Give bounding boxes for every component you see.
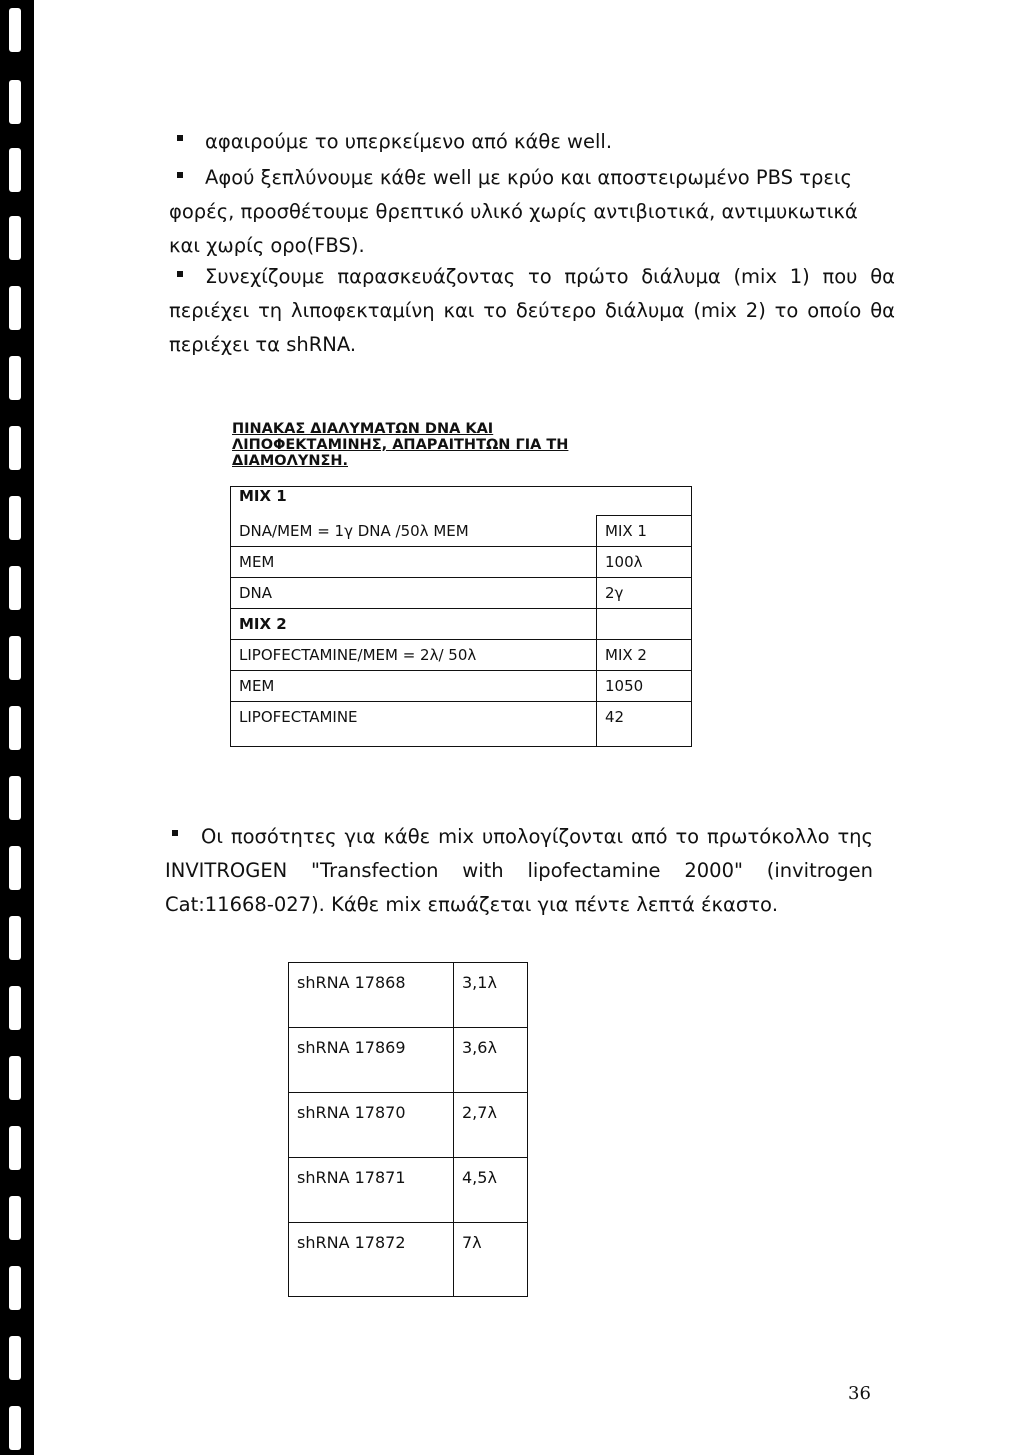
strip-hole xyxy=(9,356,21,400)
strip-hole xyxy=(9,916,21,960)
shrna-volume: 2,7λ xyxy=(454,1093,528,1158)
strip-hole xyxy=(9,286,21,330)
strip-hole xyxy=(9,496,21,540)
table-row xyxy=(231,702,692,747)
table-cell-label: LIPOFECTAMINE xyxy=(231,702,597,747)
paragraph-1: αφαιρούμε το υπερκείμενο από κάθε well. xyxy=(205,130,613,153)
page-number: 36 xyxy=(848,1383,871,1404)
table-row xyxy=(231,487,692,516)
table-cell-value: 42 xyxy=(597,702,692,747)
strip-hole xyxy=(9,1126,21,1170)
table-row xyxy=(231,578,692,609)
strip-hole xyxy=(9,1266,21,1310)
shrna-name: shRNA 17870 xyxy=(289,1093,454,1158)
table-cell-value: 1050 xyxy=(597,671,692,702)
strip-hole xyxy=(9,566,21,610)
table-row xyxy=(231,609,692,640)
paragraph-2: Αφού ξεπλύνουμε κάθε well με κρύο και αποστειρωμένο PBS τρεις φορές, προσθέτουμε θρεπτικό υλικό χωρίς αντιβιοτικά, αντιμυκωτικά και χωρίς ορο(FBS). xyxy=(169,166,858,257)
paragraph-3: Συνεχίζουμε παρασκευάζοντας το πρώτο διάλυμα (mix 1) που θα περιέχει τη λιποφεκταμίνη και το δεύτερο διάλυμα (mix 2) το οποίο θα περιέχει τα shRNA. xyxy=(169,265,895,356)
table-cell-value: 2γ xyxy=(597,578,692,609)
shrna-volume: 7λ xyxy=(454,1223,528,1297)
strip-hole xyxy=(9,80,21,124)
strip-hole xyxy=(9,426,21,470)
shrna-name: shRNA 17868 xyxy=(289,963,454,1028)
strip-hole xyxy=(9,1336,21,1380)
film-strip-edge xyxy=(0,0,34,1455)
table-row xyxy=(231,516,692,547)
table-row xyxy=(231,671,692,702)
table-row xyxy=(289,1223,528,1297)
table-cell-label: DNA xyxy=(231,578,597,609)
strip-hole xyxy=(9,148,21,192)
table-cell-value: MIX 1 xyxy=(597,516,692,547)
strip-hole xyxy=(9,776,21,820)
shrna-volume: 3,6λ xyxy=(454,1028,528,1093)
table-cell-label: MEM xyxy=(231,547,597,578)
strip-hole xyxy=(9,636,21,680)
shrna-table xyxy=(288,962,528,1297)
table-cell-value xyxy=(597,609,692,640)
shrna-name: shRNA 17872 xyxy=(289,1223,454,1297)
shrna-volume: 3,1λ xyxy=(454,963,528,1028)
shrna-name: shRNA 17869 xyxy=(289,1028,454,1093)
strip-hole xyxy=(9,8,21,52)
strip-hole xyxy=(9,986,21,1030)
table-row xyxy=(231,640,692,671)
table-row xyxy=(289,1158,528,1223)
strip-hole xyxy=(9,706,21,750)
shrna-volume: 4,5λ xyxy=(454,1158,528,1223)
table-heading: ΠΙΝΑΚΑΣ ΔΙΑΛΥΜΑΤΩΝ DNA ΚΑΙ ΛΙΠΟΦΕΚΤΑΜΙΝΗΣ, ΑΠΑΡΑΙΤΗΤΩΝ ΓΙΑ ΤΗ ΔΙΑΜΟΛΥΝΣΗ. xyxy=(232,421,569,469)
bullet-marker xyxy=(177,135,183,141)
table-cell-value: 100λ xyxy=(597,547,692,578)
table-cell-label: MIX 2 xyxy=(231,609,597,640)
strip-hole xyxy=(9,1056,21,1100)
strip-hole xyxy=(9,1196,21,1240)
table-row xyxy=(289,963,528,1028)
paragraph-4: Οι ποσότητες για κάθε mix υπολογίζονται από το πρωτόκολλο της INVITROGEN "Transfection with lipofectamine 2000" (invitrogen Cat:11668-027). Κάθε mix επωάζεται για πέντε λεπτά έκαστο. xyxy=(165,825,873,916)
table-cell-label: MEM xyxy=(231,671,597,702)
shrna-name: shRNA 17871 xyxy=(289,1158,454,1223)
table-row xyxy=(289,1093,528,1158)
strip-hole xyxy=(9,846,21,890)
table-row xyxy=(289,1028,528,1093)
table-cell-label: LIPOFECTAMINE/MEM = 2λ/ 50λ xyxy=(231,640,597,671)
mix-table xyxy=(230,486,692,747)
table-cell-value: MIX 2 xyxy=(597,640,692,671)
strip-hole xyxy=(9,1406,21,1450)
mix-table-header: MIX 1 xyxy=(231,487,692,516)
table-row xyxy=(231,547,692,578)
strip-hole xyxy=(9,216,21,260)
table-cell-label: DNA/MEM = 1γ DNA /50λ MEM xyxy=(231,516,597,547)
